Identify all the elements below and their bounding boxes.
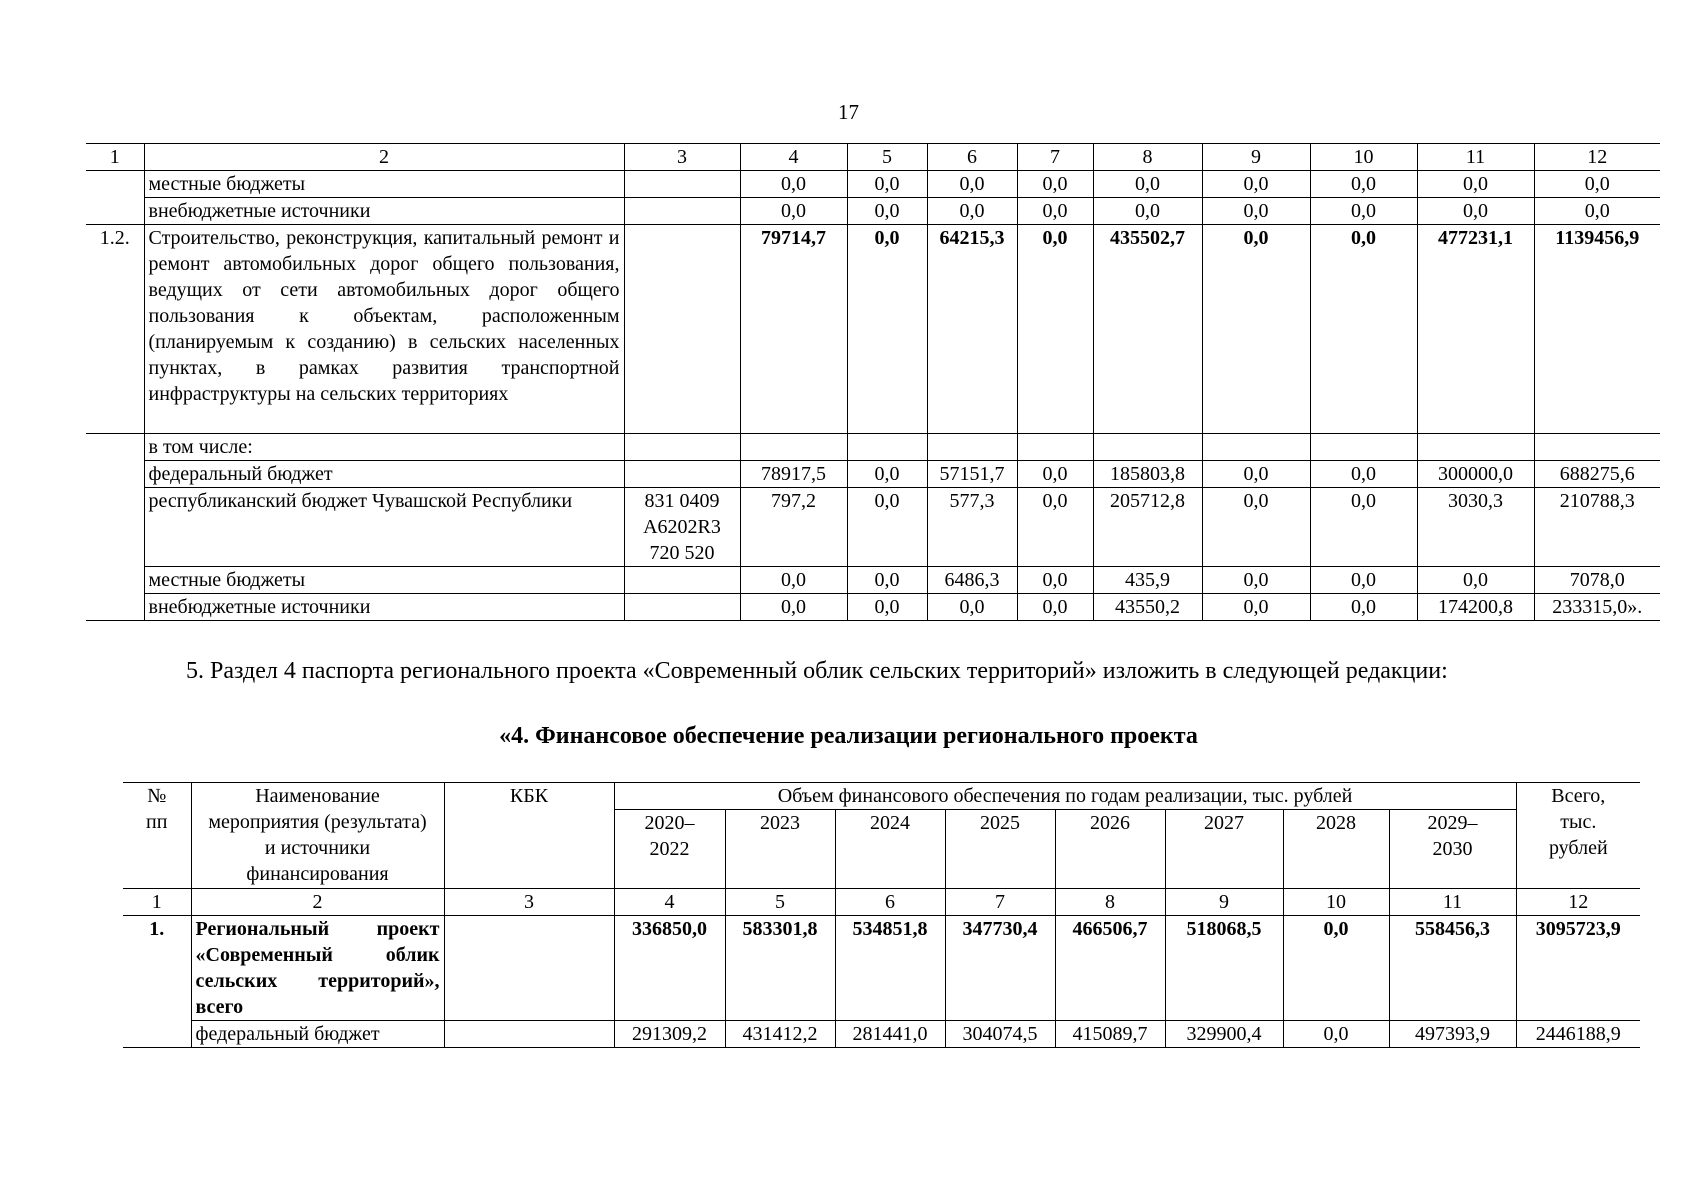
header-volume: Объем финансового обеспечения по годам реализации, тыс. рублей	[614, 783, 1516, 810]
item-1-2-row: 1.2. Строительство, реконструкция, капитальный ремонт и ремонт автомобильных дорог общего пользования, ведущих от сети автомобильных дорог общего пользования к объектам, расположенным (планируемым к созданию) в сельских населенных пунктах, в рамках развития транспортной инфраструктуры на сельских территориях 79714,7 0,0 64215,3 0,0 435502,7 0,0 0,0 477231,1 1139456,9	[86, 225, 1660, 434]
table-row: внебюджетные источники 0,0 0,0 0,0 0,0 0,0 0,0 0,0 0,0 0,0	[86, 198, 1660, 225]
header-name: Наименование мероприятия (результата) и источники финансирования	[191, 783, 444, 889]
header-row-1	[123, 783, 1640, 810]
continued-financing-table	[86, 143, 1660, 621]
header-num: № пп	[123, 783, 191, 889]
item-1-name: Региональный проект «Современный облик сельских территорий», всего	[191, 916, 444, 1021]
item-1-2-name: Строительство, реконструкция, капитальный ремонт и ремонт автомобильных дорог общего пользования, ведущих от сети автомобильных дорог общего пользования к объектам, расположенным (планируемым к созданию) в сельских населенных пунктах, в рамках развития транспортной инфраструктуры на сельских территориях	[144, 225, 624, 434]
kbk-code: 831 0409 A6202R3 720 520	[624, 488, 740, 567]
column-number-row: 1 2 3 4 5 6 7 8 9 10 11 12	[86, 144, 1660, 171]
federal-row: федеральный бюджет 291309,2 431412,2 281441,0 304074,5 415089,7 329900,4 0,0 497393,9 2446188,9	[123, 1021, 1640, 1048]
table-row: федеральный бюджет 78917,5 0,0 57151,7 0,0 185803,8 0,0 0,0 300000,0 688275,6	[86, 461, 1660, 488]
paragraph-5: 5. Раздел 4 паспорта регионального проекта «Современный облик сельских территорий» изложить в следующей редакции:	[186, 658, 1448, 684]
header-kbk: КБК	[444, 783, 614, 889]
including-row: в том числе:	[86, 434, 1660, 461]
column-number-row: 1 2 3 4 5 6 7 8 9 10 11 12	[123, 889, 1640, 916]
item-1-row: 1. Региональный проект «Современный облик сельских территорий», всего 336850,0 583301,8 534851,8 347730,4 466506,7 518068,5 0,0 558456,3 3095723,9	[123, 916, 1640, 1021]
header-total: Всего, тыс. рублей	[1516, 783, 1640, 889]
table-row: республиканский бюджет Чувашской Республики 831 0409 A6202R3 720 520 797,2 0,0 577,3 0,0 205712,8 0,0 0,0 3030,3 210788,3	[86, 488, 1660, 567]
table-row: местные бюджеты 0,0 0,0 0,0 0,0 0,0 0,0 0,0 0,0 0,0	[86, 171, 1660, 198]
section-heading: «4. Финансовое обеспечение реализации регионального проекта	[499, 723, 1198, 749]
table-row: местные бюджеты 0,0 0,0 6486,3 0,0 435,9 0,0 0,0 0,0 7078,0	[86, 567, 1660, 594]
table-row: внебюджетные источники 0,0 0,0 0,0 0,0 43550,2 0,0 0,0 174200,8 233315,0».	[86, 594, 1660, 621]
header-row-2: 2020–2022 2023 2024 2025 2026 2027 2028 2029–2030	[123, 810, 1640, 889]
financing-table	[123, 782, 1640, 1048]
page-number: 17	[838, 100, 859, 124]
